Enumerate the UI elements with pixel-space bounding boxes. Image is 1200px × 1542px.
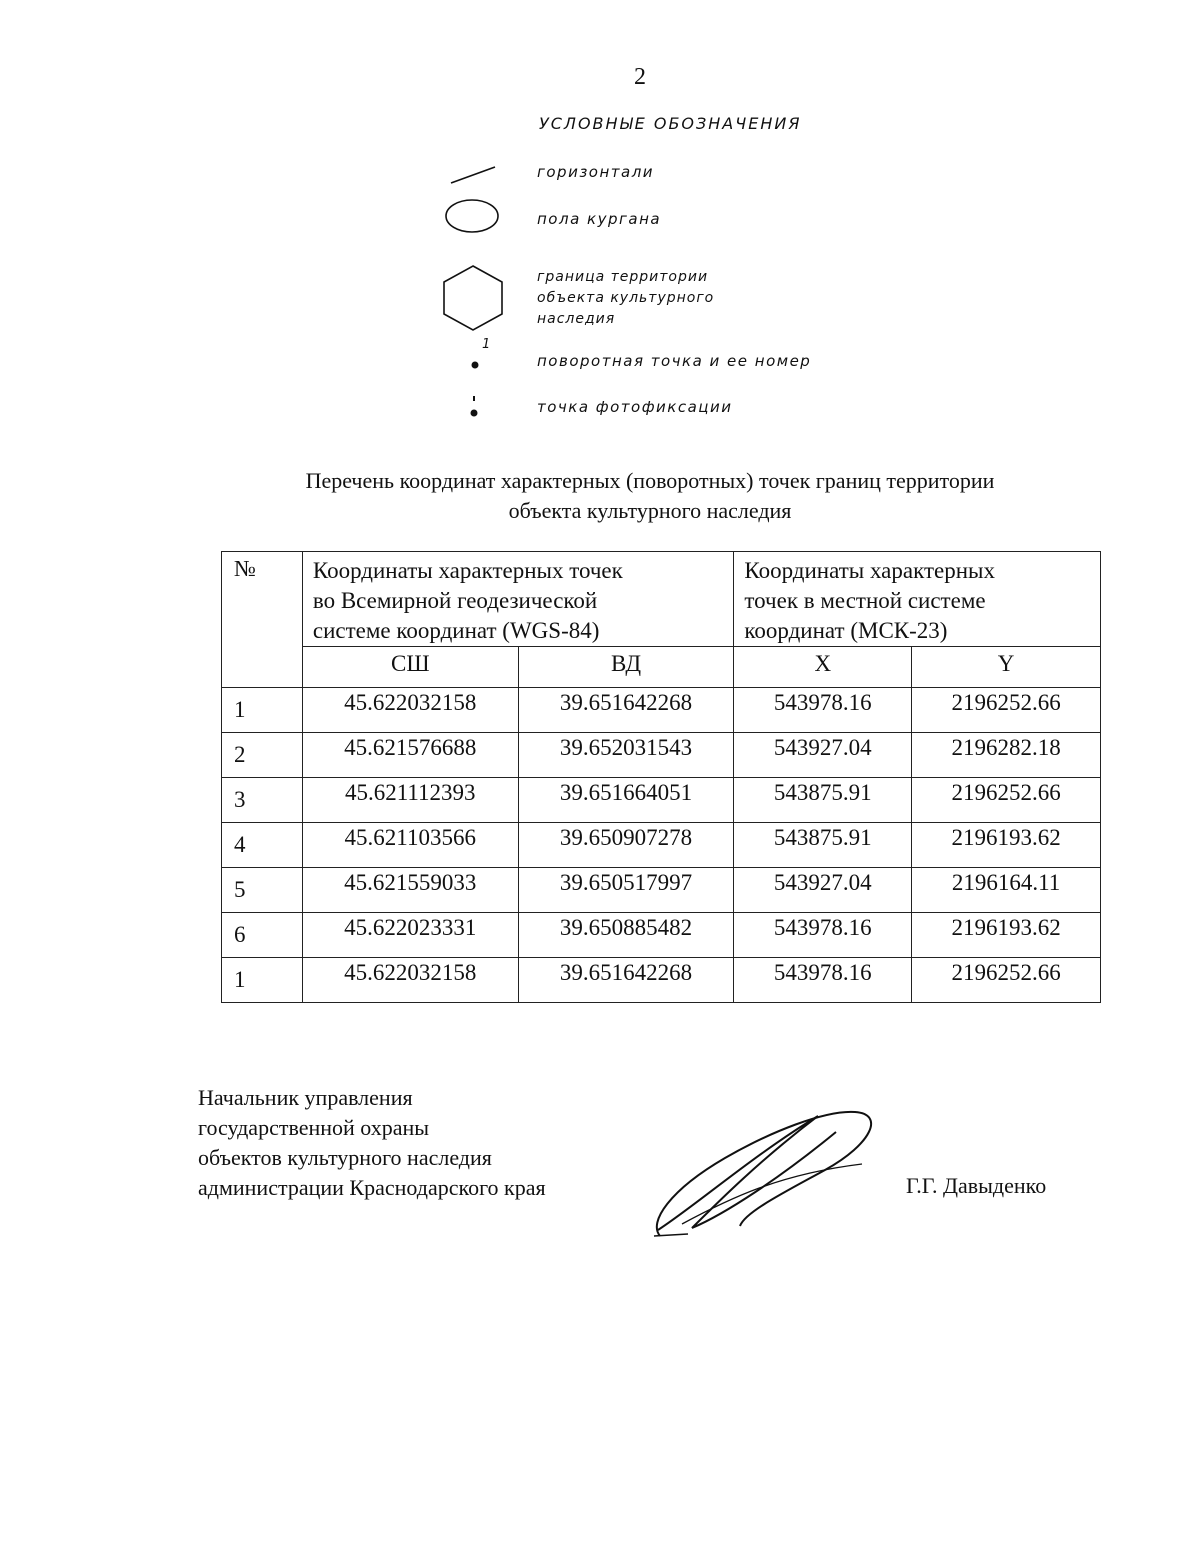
cell-lat: 45.622023331: [302, 913, 518, 958]
legend-label-boundary: [537, 267, 714, 330]
cell-x: 543978.16: [734, 958, 912, 1003]
table-row: [222, 778, 1101, 823]
cell-y: 2196252.66: [912, 778, 1101, 823]
legend-label-mound: пола кургана: [537, 210, 662, 228]
handwritten-signature: [640, 1098, 890, 1248]
position-line: администрации Краснодарского края: [198, 1175, 546, 1200]
position-line: Начальник управления: [198, 1085, 413, 1110]
cell-x: 543927.04: [734, 733, 912, 778]
table-caption: [150, 466, 1150, 526]
header-wgs84-line: Координаты характерных точек: [312, 558, 623, 583]
cell-lat: 45.622032158: [302, 688, 518, 733]
boundary-line-1: граница территории: [537, 269, 709, 285]
cell-number: 2: [222, 733, 303, 778]
signatory-position: [198, 1083, 546, 1203]
cell-x: 543927.04: [734, 868, 912, 913]
hexagon-icon: [440, 262, 506, 334]
position-line: государственной охраны: [198, 1115, 430, 1140]
header-msk23-line: точек в местной системе: [744, 588, 986, 613]
cell-lon: 39.652031543: [518, 733, 734, 778]
cell-lon: 39.651642268: [518, 958, 734, 1003]
legend-label-photo-point: точка фотофиксации: [537, 398, 733, 416]
cell-x: 543978.16: [734, 913, 912, 958]
cell-y: 2196252.66: [912, 688, 1101, 733]
cell-y: 2196282.18: [912, 733, 1101, 778]
header-lon: ВД: [518, 647, 734, 688]
cell-y: 2196193.62: [912, 913, 1101, 958]
header-y: Y: [912, 647, 1101, 688]
caption-line-1: Перечень координат характерных (поворотных) точек границ территории: [305, 468, 995, 493]
cell-number: 6: [222, 913, 303, 958]
cell-lat: 45.621112393: [302, 778, 518, 823]
table-row: [222, 868, 1101, 913]
header-msk23-line: координат (МСК-23): [744, 618, 948, 643]
cell-x: 543978.16: [734, 688, 912, 733]
table-row: [222, 958, 1101, 1003]
cell-lat: 45.622032158: [302, 958, 518, 1003]
contour-line-icon: [448, 163, 498, 187]
table-row: [222, 823, 1101, 868]
header-wgs84-line: системе координат (WGS-84): [312, 618, 600, 643]
legend-label-turning-point: поворотная точка и ее номер: [537, 352, 812, 370]
cell-lat: 45.621576688: [302, 733, 518, 778]
turning-point-icon: [468, 358, 482, 372]
cell-number: 3: [222, 778, 303, 823]
page-number: 2: [634, 64, 646, 90]
cell-lon: 39.650517997: [518, 868, 734, 913]
cell-lat: 45.621103566: [302, 823, 518, 868]
header-lat: СШ: [302, 647, 518, 688]
cell-x: 543875.91: [734, 778, 912, 823]
header-msk23-line: Координаты характерных: [744, 558, 995, 583]
header-x: X: [734, 647, 912, 688]
table-row: [222, 913, 1101, 958]
cell-lat: 45.621559033: [302, 868, 518, 913]
position-line: объектов культурного наследия: [198, 1145, 492, 1170]
cell-lon: 39.650907278: [518, 823, 734, 868]
cell-number: 4: [222, 823, 303, 868]
boundary-line-3: наследия: [537, 311, 616, 327]
legend-label-contours: горизонтали: [537, 163, 655, 181]
cell-x: 543875.91: [734, 823, 912, 868]
legend-title: УСЛОВНЫЕ ОБОЗНАЧЕНИЯ: [539, 114, 802, 133]
cell-lon: 39.650885482: [518, 913, 734, 958]
cell-number: 1: [222, 958, 303, 1003]
cell-y: 2196193.62: [912, 823, 1101, 868]
cell-y: 2196252.66: [912, 958, 1101, 1003]
header-wgs84-line: во Всемирной геодезической: [312, 588, 598, 613]
table-row: [222, 688, 1101, 733]
caption-line-2: объекта культурного наследия: [508, 498, 792, 523]
cell-number: 5: [222, 868, 303, 913]
header-wgs84: [302, 552, 734, 647]
coordinates-table: [221, 551, 1101, 1003]
boundary-line-2: объекта культурного: [537, 290, 715, 306]
photo-point-icon: [466, 393, 482, 421]
cell-lon: 39.651642268: [518, 688, 734, 733]
cell-number: 1: [222, 688, 303, 733]
signer-name: Г.Г. Давыденко: [906, 1173, 1047, 1198]
cell-y: 2196164.11: [912, 868, 1101, 913]
ellipse-icon: [443, 196, 501, 236]
header-msk23: [734, 552, 1101, 647]
turning-point-number: 1: [482, 337, 491, 352]
cell-lon: 39.651664051: [518, 778, 734, 823]
table-row: [222, 733, 1101, 778]
header-number: №: [222, 552, 303, 688]
